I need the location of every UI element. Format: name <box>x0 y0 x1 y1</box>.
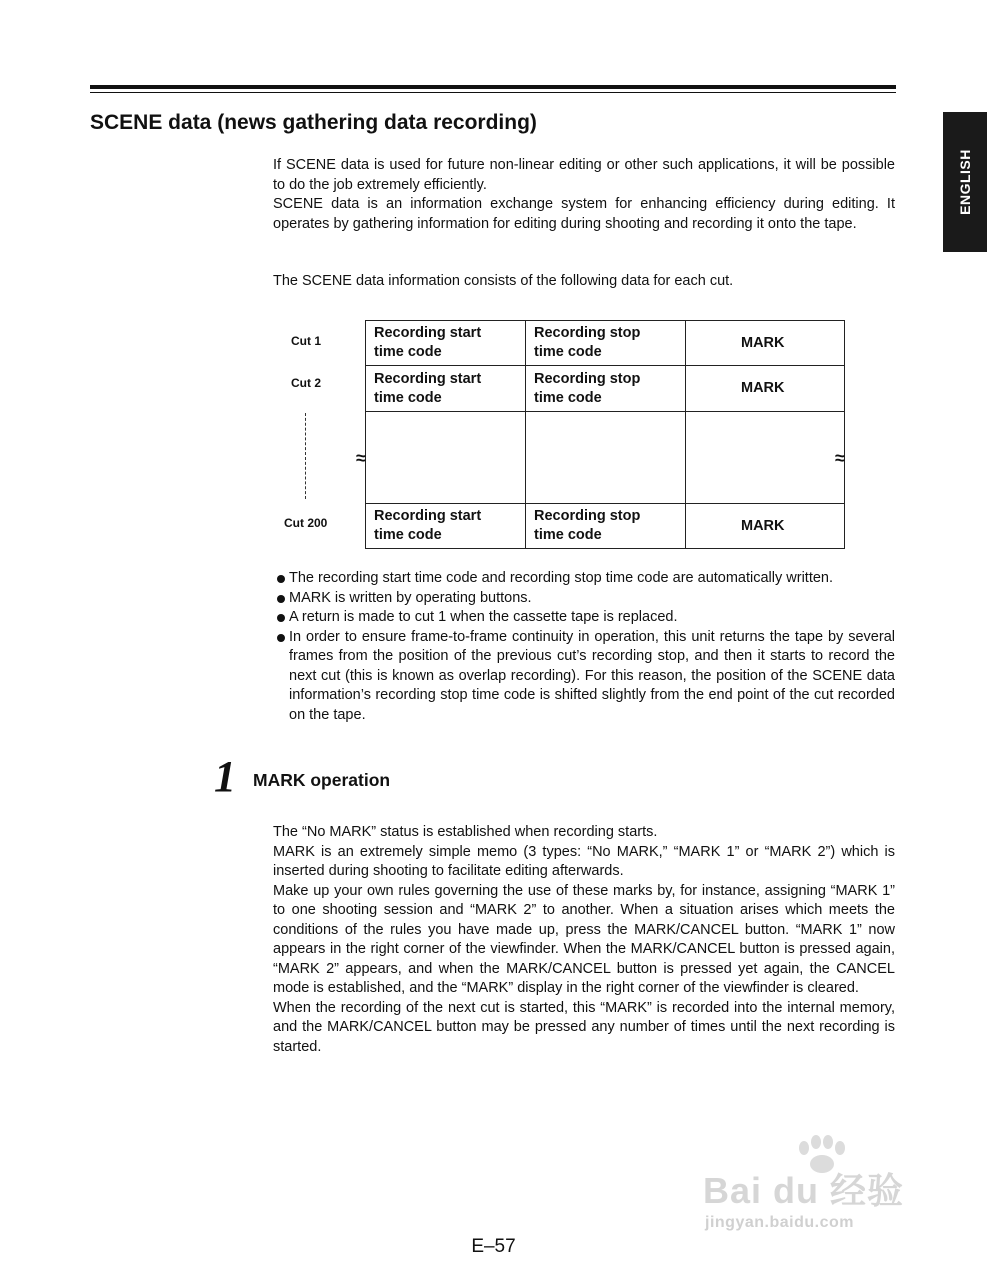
step-title: MARK operation <box>253 770 391 790</box>
empty-cell <box>526 412 686 504</box>
break-symbol-right: ≈ <box>835 448 845 468</box>
list-item: The recording start time code and recording stop time code are automatically written. <box>276 569 895 589</box>
cut-label-200: Cut 200 <box>284 516 328 530</box>
table-row <box>366 366 845 412</box>
cut-continuation-dashes <box>305 413 306 499</box>
start-timecode-cell: Recording start time code <box>366 504 526 549</box>
start-timecode-cell: Recording start time code <box>366 366 526 412</box>
table-row <box>366 504 845 549</box>
list-item: In order to ensure frame-to-frame continuity in operation, this unit returns the tape by several frames from the position of the previous cut’s recording stop, and then it starts to record the next cut (this is known as overlap recording). For this reason, the position of the SCENE data information’s recording stop time code is shifted slightly from the end point of the cut recorded on the tape. <box>276 628 895 726</box>
mark-cell: MARK <box>686 321 845 366</box>
stop-timecode-cell: Recording stop time code <box>526 504 686 549</box>
top-rule-thick <box>90 85 896 89</box>
watermark-brand: Bai du 经验 <box>703 1170 905 1211</box>
section-heading: SCENE data (news gathering data recording) <box>90 111 537 134</box>
intro-paragraph-2: SCENE data is an information exchange system for enhancing efficiency during editing. It operates by gathering information for editing during shooting and recording it onto the tape. <box>273 196 895 232</box>
language-tab-label: ENGLISH <box>957 149 973 215</box>
top-rule-thin <box>90 92 896 93</box>
scene-data-table <box>365 320 845 549</box>
table-lead-text: The SCENE data information consists of the following data for each cut. <box>273 273 734 289</box>
mark-operation-text <box>273 823 895 1057</box>
start-timecode-cell: Recording start time code <box>366 321 526 366</box>
cut-label-2: Cut 2 <box>291 376 321 390</box>
step-number: 1 <box>214 752 236 801</box>
mark-cell: MARK <box>686 504 845 549</box>
break-symbol-left: ≈ <box>356 448 366 468</box>
list-item: MARK is written by operating buttons. <box>276 589 895 609</box>
mark-paragraph-1: The “No MARK” status is established when recording starts. <box>273 824 658 840</box>
mark-paragraph-4: When the recording of the next cut is started, this “MARK” is recorded into the internal memory, and the MARK/CANCEL button may be pressed any number of times until the next recording is started. <box>273 999 895 1055</box>
table-gap-row <box>366 412 845 504</box>
language-tab <box>943 112 987 252</box>
intro-paragraph-1: If SCENE data is used for future non-linear editing or other such applications, it will be possible to do the job extremely efficiently. <box>273 157 895 193</box>
stop-timecode-cell: Recording stop time code <box>526 366 686 412</box>
mark-cell: MARK <box>686 366 845 412</box>
cut-label-1: Cut 1 <box>291 334 321 348</box>
mark-paragraph-3: Make up your own rules governing the use of these marks by, for instance, assigning “MARK 1” to one shooting session and “MARK 2” to another. When a situation arises which meets the conditions of the rules you have made up, press the MARK/CANCEL button. “MARK 1” now appears in the right corner of the viewfinder. When the MARK/CANCEL button is pressed again, “MARK 2” appears, and when the MARK/CANCEL button is pressed yet again, the CANCEL mode is established, and the “MARK” display in the right corner of the viewfinder is cleared. <box>273 882 895 996</box>
empty-cell <box>366 412 526 504</box>
table-row <box>366 321 845 366</box>
notes-list <box>276 569 895 725</box>
stop-timecode-cell: Recording stop time code <box>526 321 686 366</box>
empty-cell <box>686 412 845 504</box>
watermark-url: jingyan.baidu.com <box>705 1214 854 1231</box>
page-number: E–57 <box>471 1236 516 1257</box>
mark-paragraph-2: MARK is an extremely simple memo (3 types: “No MARK,” “MARK 1” or “MARK 2”) which is inserted during shooting to facilitate editing afterwards. <box>273 843 895 879</box>
list-item: A return is made to cut 1 when the cassette tape is replaced. <box>276 608 895 628</box>
intro-text <box>273 156 895 234</box>
